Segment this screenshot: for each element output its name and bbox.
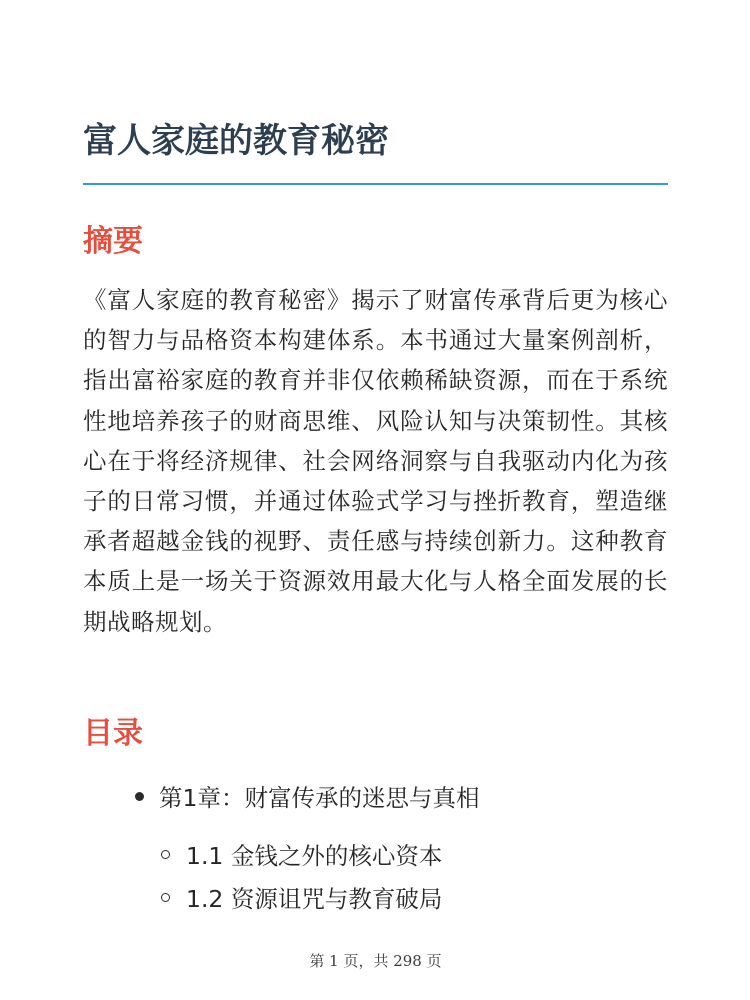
toc-chapter-item[interactable] — [135, 776, 479, 816]
bullet-disc-icon — [135, 792, 144, 801]
document-title: 富人家庭的教育秘密 — [83, 121, 389, 161]
toc-chapter-label: 第1章：财富传承的迷思与真相 — [159, 784, 480, 812]
summary-paragraph: 《富人家庭的教育秘密》揭示了财富传承背后更为核心的智力与品格资本构建体系。本书通过大量案例剖析，指出富裕家庭的教育并非仅依赖稀缺资源，而在于系统性地培养孩子的财商思维、风险认知与决策韧性。其核心在于将经济规律、社会网络洞察与自我驱动内化为孩子的日常习惯，并通过体验式学习与挫折教育，塑造继承者超越金钱的视野、责任感与持续创新力。这种教育本质上是一场关于资源效用最大化与人格全面发展的长期战略规划。 — [83, 286, 668, 636]
bullet-circle-icon — [161, 850, 170, 859]
bullet-circle-icon — [161, 893, 170, 902]
title-divider — [83, 183, 668, 185]
document-page — [83, 0, 668, 1000]
summary-heading: 摘要 — [83, 224, 143, 259]
toc-heading: 目录 — [83, 716, 143, 751]
toc-section-label: 1.1 金钱之外的核心资本 — [186, 842, 443, 870]
toc-section-item[interactable] — [161, 834, 442, 874]
page-number: 第 1 页，共 298 页 — [309, 952, 442, 970]
toc-section-item[interactable] — [161, 877, 442, 917]
toc-section-label: 1.2 资源诅咒与教育破局 — [186, 885, 443, 913]
